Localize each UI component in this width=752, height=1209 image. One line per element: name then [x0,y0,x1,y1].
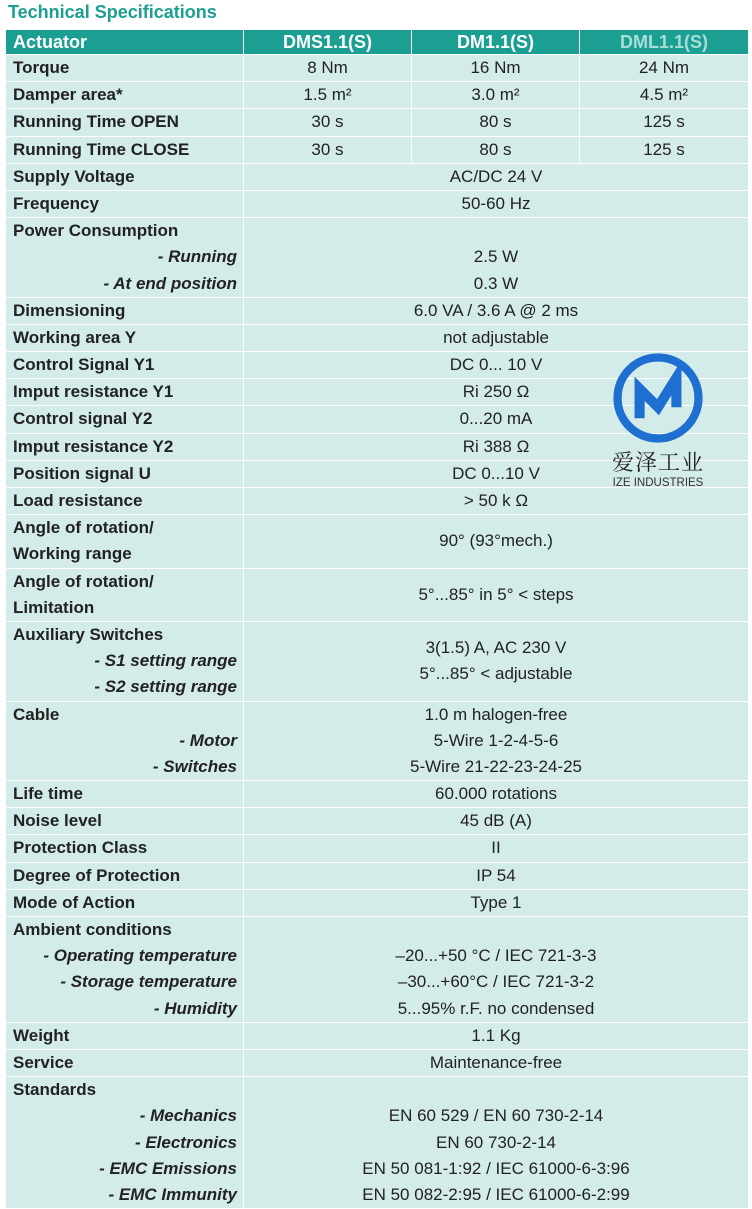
table-row [6,781,749,808]
spec-label-line: - Electronics [134,1132,237,1152]
table-header-row [6,30,749,55]
spec-label-line: Power Consumption [13,221,179,241]
spec-label-line: Working range [13,544,132,564]
spec-label [6,297,244,324]
spec-label-line: Noise level [13,811,102,831]
spec-value-line: 80 s [479,112,512,132]
spec-value [244,862,749,889]
spec-label-line: Control signal Y2 [13,409,153,429]
spec-value-line: DC 0...10 V [452,463,540,483]
spec-label-line: Cable [13,704,60,724]
spec-value-line: 30 s [311,112,344,132]
spec-label [6,1049,244,1076]
spec-value [244,297,749,324]
spec-label-line: Protection Class [13,838,148,858]
spec-value-line: > 50 k Ω [463,491,529,510]
spec-value-line: 8 Nm [307,58,348,77]
spec-label-line: Service [13,1052,74,1072]
spec-label [6,324,244,351]
spec-label [6,1022,244,1049]
spec-value [244,1049,749,1076]
spec-label [6,82,244,109]
table-row [6,324,749,351]
section-title: Technical Specifications [8,2,217,22]
table-row [6,889,749,916]
spec-value [244,55,412,82]
spec-value-line: 5°...85° in 5° < steps [418,584,574,604]
spec-value-line: AC/DC 24 V [449,166,543,186]
spec-value-line: 5...95% r.F. no condensed [397,998,595,1018]
spec-value-line: Ri 250 Ω [462,382,530,402]
spec-value-line: DC 0... 10 V [449,355,543,375]
spec-label [6,109,244,136]
spec-value-line: 0...20 mA [459,409,533,429]
spec-value-line [244,1077,748,1103]
spec-value [580,109,749,136]
spec-label-line: - Operating temperature [43,946,237,966]
spec-value [580,55,749,82]
spec-value-line: 5°...85° < adjustable [419,664,573,684]
spec-label-line: - Running [157,247,237,267]
spec-value-line: 24 Nm [638,58,690,77]
spec-label-line: Angle of rotation/ [13,571,154,591]
logo-emblem-icon [612,352,704,444]
spec-value-line: 90° (93°mech.) [439,531,553,551]
spec-label-line: Supply Voltage [13,166,135,186]
spec-value [412,109,580,136]
watermark-cn: 爱泽工业 [611,451,704,476]
spec-value-line [244,218,748,244]
spec-label-line: Weight [13,1025,70,1045]
spec-value-line: EN 60 730-2-14 [435,1132,557,1152]
spec-label [6,889,244,916]
watermark-logo [606,352,710,489]
table-row [6,163,749,190]
spec-value-line: II [491,838,501,858]
spec-label [6,488,244,515]
spec-value-line: 50-60 Hz [461,193,531,213]
spec-label [6,433,244,460]
spec-label [6,190,244,217]
spec-label-line: Frequency [13,193,99,213]
spec-value-line: 1.1 Kg [471,1025,521,1045]
table-row [6,917,749,1023]
spec-value [244,701,749,781]
watermark-en: IZE INDUSTRIES [612,477,704,489]
spec-value-line: 4.5 m² [639,85,689,105]
spec-label-line: Imput resistance Y2 [13,436,174,456]
table-row [6,82,749,109]
spec-value [244,190,749,217]
table-row [6,488,749,515]
spec-label-line: Dimensioning [13,300,126,320]
spec-label [6,835,244,862]
spec-label-line: Damper area* [13,85,123,105]
header-model-dms: DMS1.1(S) [244,30,412,55]
header-model-dm: DM1.1(S) [412,30,580,55]
spec-value [412,55,580,82]
spec-value-line: 0.3 W [473,273,519,293]
spec-label [6,55,244,82]
spec-value-line: 2.5 W [473,247,519,267]
spec-value [244,621,749,701]
spec-value-line: 125 s [643,112,685,132]
spec-value [244,568,749,621]
spec-value [244,917,749,1023]
spec-value-line [244,917,748,943]
spec-label-line: Limitation [13,597,95,617]
table-row [6,808,749,835]
table-body [6,55,749,1209]
spec-value-line: –30...+60°C / IEC 721-3-2 [397,972,595,992]
spec-value-line: 30 s [311,139,344,159]
spec-value [244,488,749,515]
spec-value [244,163,749,190]
spec-value-line: –20...+50 °C / IEC 721-3-3 [395,946,597,966]
spec-value-line: Type 1 [470,892,522,912]
spec-label-line: - EMC Immunity [108,1184,237,1204]
spec-value [580,82,749,109]
spec-value [244,109,412,136]
table-row [6,1077,749,1209]
header-model-dml: DML1.1(S) [580,30,749,55]
spec-value [412,82,580,109]
spec-value-line: 125 s [643,139,685,159]
spec-label [6,808,244,835]
spec-label-line: - Humidity [153,998,237,1018]
spec-label-line: - S1 setting range [94,651,237,671]
spec-value [244,1077,749,1209]
table-row [6,862,749,889]
spec-label-line: Life time [13,784,83,804]
spec-value-line: not adjustable [443,327,549,347]
spec-value [244,218,749,298]
table-row [6,568,749,621]
spec-value-line: 1.5 m² [303,85,352,105]
spec-label-line: Control Signal Y1 [13,355,155,375]
spec-value-line: IP 54 [476,865,516,885]
spec-label [6,781,244,808]
spec-label [6,1077,244,1209]
spec-label-line: - Storage temperature [60,972,237,992]
table-row [6,1049,749,1076]
spec-label-line: Torque [13,58,70,77]
table-row [6,109,749,136]
spec-label-line: Ambient conditions [13,920,172,939]
spec-label [6,163,244,190]
table-row [6,701,749,781]
spec-label [6,621,244,701]
table-row [6,1022,749,1049]
spec-value-line: EN 60 529 / EN 60 730-2-14 [388,1106,604,1126]
spec-label-line: - Switches [152,756,237,776]
table-row [6,218,749,298]
spec-label [6,406,244,433]
table-row [6,136,749,163]
table-row [6,835,749,862]
spec-value [244,781,749,808]
spec-value-line: 3(1.5) A, AC 230 V [425,638,567,658]
spec-label-line: Working area Y [13,327,137,347]
spec-label-line: Position signal U [13,463,151,483]
spec-label-line: Degree of Protection [13,865,181,885]
spec-label-line: - S2 setting range [94,677,237,697]
spec-value-line: 5-Wire 21-22-23-24-25 [410,756,582,776]
spec-label-line: Running Time CLOSE [13,139,190,159]
spec-value-line: Maintenance-free [429,1052,563,1072]
spec-label-line: Angle of rotation/ [13,518,154,538]
spec-value-line: 6.0 VA / 3.6 A @ 2 ms [413,300,579,320]
spec-value-line: EN 50 081-1:92 / IEC 61000-6-3:96 [362,1158,630,1178]
table-row [6,621,749,701]
spec-label [6,515,244,568]
spec-label [6,568,244,621]
spec-value-line: 1.0 m halogen-free [424,704,568,724]
spec-value-line: 5-Wire 1-2-4-5-6 [433,730,559,750]
spec-label-line: Imput resistance Y1 [13,382,174,402]
spec-value [244,515,749,568]
spec-label [6,917,244,1023]
spec-value-line: EN 50 082-2:95 / IEC 61000-6-2:99 [362,1184,630,1204]
spec-label [6,136,244,163]
spec-label [6,701,244,781]
spec-value-line: 3.0 m² [471,85,520,105]
spec-value [244,889,749,916]
spec-label-line: Load resistance [13,491,143,510]
spec-label [6,218,244,298]
spec-table [5,29,749,1209]
table-row [6,190,749,217]
spec-label [6,352,244,379]
spec-value [244,324,749,351]
spec-value [244,136,412,163]
spec-label-line: Running Time OPEN [13,112,179,132]
spec-value-line: 16 Nm [470,58,521,77]
spec-label-line: - EMC Emissions [99,1158,237,1178]
table-row [6,55,749,82]
spec-value [412,136,580,163]
spec-value [244,808,749,835]
spec-label [6,460,244,487]
spec-value-line: 45 dB (A) [460,811,532,831]
spec-value [244,835,749,862]
spec-label-line: Auxiliary Switches [13,624,164,644]
spec-label-line: - Mechanics [139,1106,237,1126]
spec-label-line: - Motor [179,730,237,750]
spec-value-line: 80 s [479,139,512,159]
spec-label [6,379,244,406]
spec-value [580,136,749,163]
table-row [6,297,749,324]
spec-value [244,1022,749,1049]
spec-label [6,862,244,889]
table-row [6,515,749,568]
spec-value-line: Ri 388 Ω [462,436,530,456]
header-actuator: Actuator [6,30,244,55]
spec-value-line: 60.000 rotations [435,784,557,804]
spec-value [244,82,412,109]
spec-label-line: - At end position [103,273,237,293]
spec-label-line: Standards [13,1080,97,1100]
spec-label-line: Mode of Action [13,892,136,912]
